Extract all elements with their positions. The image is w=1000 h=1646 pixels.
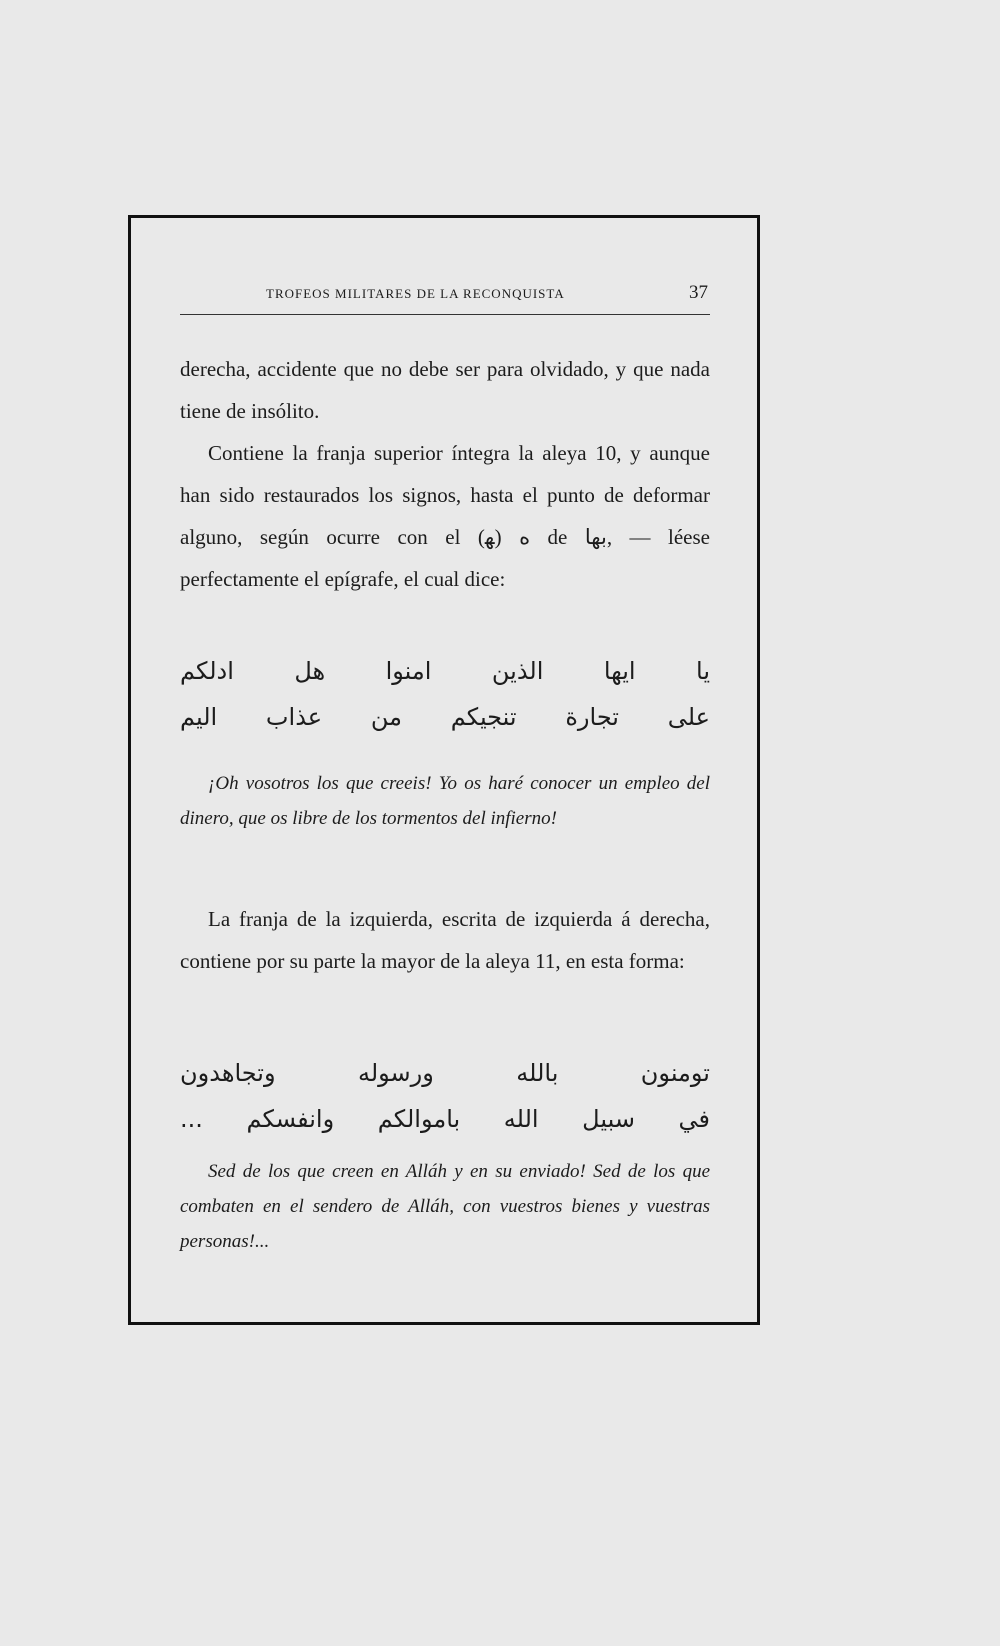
arabic-line-3: تومنون بالله ورسوله وتجاهدون <box>180 1059 710 1087</box>
translation-left: Sed de los que creen en Alláh y en su enviado! Sed de los que combaten en el sendero de Alláh, con vuestros bienes y vuestras personas!... <box>180 1161 710 1252</box>
running-header <box>180 284 710 315</box>
paragraph-left-band: La franja de la izquierda, escrita de izquierda á derecha, contiene por su parte la mayor de la aleya 11, en esta forma: <box>180 907 710 973</box>
arabic-inscription-left <box>180 1050 710 1142</box>
arabic-line-1: يا ايها الذين امنوا هل ادلكم <box>180 657 710 685</box>
translation-upper: ¡Oh vosotros los que creeis! Yo os haré conocer un empleo del dinero, que os libre de los tormentos del infierno! <box>180 773 710 829</box>
page-number: 37 <box>689 282 708 303</box>
arabic-line-4: في سبيل الله باموالكم وانفسكم ... <box>180 1105 710 1133</box>
arabic-line-2: على تجارة تنجيكم من عذاب اليم <box>180 703 710 731</box>
running-title: TROFEOS MILITARES DE LA RECONQUISTA <box>266 286 565 301</box>
arabic-inscription-upper <box>180 648 710 740</box>
paragraph-upper-band: Contiene la franja superior íntegra la aleya 10, y aunque han sido restaurados los signos, hasta el punto de deformar alguno, según ocurre con el ه (ﻬ) de بها, — léese perfectamente el epígrafe, el cual dice: <box>180 441 710 591</box>
paragraph-continuation: derecha, accidente que no debe ser para olvidado, y que nada tiene de insólito. <box>180 357 710 423</box>
